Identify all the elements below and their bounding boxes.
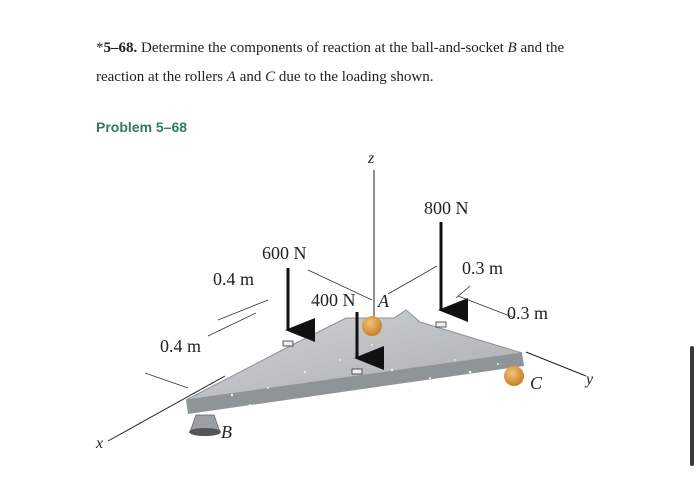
support-b-base (189, 428, 221, 436)
scrollbar-thumb[interactable] (690, 346, 694, 466)
force-400-label: 400 N (311, 290, 356, 310)
dim-04-upper-label: 0.4 m (213, 269, 255, 289)
load-pad-800 (436, 322, 446, 327)
ball-socket-a (362, 316, 382, 336)
axis-z-label: z (368, 150, 375, 167)
point-c-label: C (530, 373, 543, 393)
dim-03-right-label: 0.3 m (507, 303, 549, 323)
problem-star: * (96, 40, 104, 56)
dim-04-lower-label: 0.4 m (160, 336, 202, 356)
point-b-label: B (221, 422, 232, 442)
dim-03-upper-label: 0.3 m (462, 258, 504, 278)
figure-label: Problem 5–68 (96, 119, 188, 135)
problem-text-1b: and the (516, 40, 565, 56)
axis-y-label: y (586, 371, 594, 388)
problem-number: 5–68. (103, 40, 138, 56)
force-600-label: 600 N (262, 243, 307, 263)
load-pad-400 (352, 369, 362, 374)
point-a-label: A (378, 291, 389, 311)
axis-x-label: x (96, 435, 104, 452)
problem-point-c: C (265, 69, 276, 85)
problem-text-1a: Determine the components of reaction at the ball-and-socket (137, 40, 508, 56)
problem-point-a: A (226, 69, 236, 85)
roller-c-icon (504, 366, 524, 386)
load-pad-600 (283, 341, 293, 346)
problem-point-b: B (507, 40, 517, 56)
problem-text-2a: reaction at the rollers (96, 69, 227, 85)
problem-text-2b: due to the loading shown. (275, 69, 434, 85)
problem-text-and: and (235, 69, 266, 85)
force-800-label: 800 N (424, 198, 469, 218)
